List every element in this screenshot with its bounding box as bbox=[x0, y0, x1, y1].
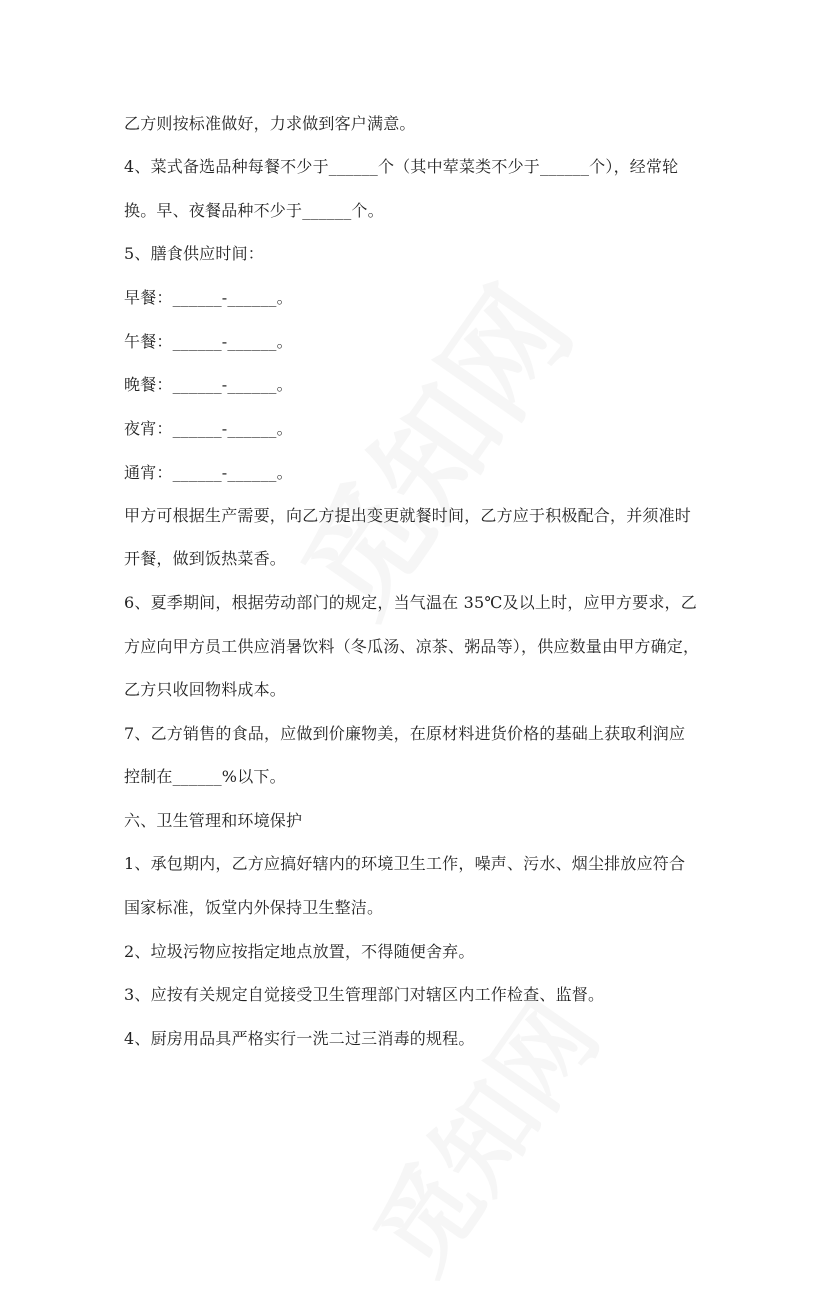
paragraph-line: 4、厨房用品具严格实行一洗二过三消毒的规程。 bbox=[124, 1029, 475, 1048]
paragraph-line: 控制在______%以下。 bbox=[124, 767, 286, 786]
paragraph-line: 4、菜式备选品种每餐不少于______个（其中荤菜类不少于______个），经常轮 bbox=[124, 157, 679, 176]
paragraph-line: 乙方则按标准做好，力求做到客户满意。 bbox=[124, 114, 416, 133]
schedule-lunch: 午餐：______-______。 bbox=[124, 332, 293, 351]
paragraph-line: 甲方可根据生产需要，向乙方提出变更就餐时间，乙方应于积极配合，并须准时 bbox=[124, 506, 692, 525]
schedule-breakfast: 早餐：______-______。 bbox=[124, 288, 293, 307]
paragraph-line: 方应向甲方员工供应消暑饮料（冬瓜汤、凉茶、粥品等），供应数量由甲方确定， bbox=[124, 637, 700, 656]
schedule-late-supper: 夜宵：______-______。 bbox=[124, 419, 293, 438]
paragraph-line: 1、承包期内，乙方应搞好辖内的环境卫生工作，噪声、污水、烟尘排放应符合 bbox=[124, 854, 686, 873]
paragraph-line: 国家标准，饭堂内外保持卫生整洁。 bbox=[124, 898, 384, 917]
paragraph-line: 开餐，做到饭热菜香。 bbox=[124, 549, 287, 568]
schedule-dinner: 晚餐：______-______。 bbox=[124, 375, 293, 394]
paragraph-line: 3、应按有关规定自觉接受卫生管理部门对辖区内工作检查、监督。 bbox=[124, 985, 605, 1004]
paragraph-line: 6、夏季期间，根据劳动部门的规定，当气温在 35℃及以上时，应甲方要求，乙 bbox=[124, 593, 697, 612]
paragraph-line: 换。早、夜餐品种不少于______个。 bbox=[124, 201, 384, 220]
paragraph-line: 2、垃圾污物应按指定地点放置，不得随便舍弃。 bbox=[124, 942, 475, 961]
section-heading: 六、卫生管理和环境保护 bbox=[124, 811, 303, 830]
schedule-overnight: 通宵：______-______。 bbox=[124, 463, 293, 482]
paragraph-line: 乙方只收回物料成本。 bbox=[124, 680, 287, 699]
watermark-bottom bbox=[335, 968, 625, 1296]
paragraph-line: 7、乙方销售的食品，应做到价廉物美，在原材料进货价格的基础上获取利润应 bbox=[124, 724, 686, 743]
section-line: 5、膳食供应时间： bbox=[124, 244, 264, 263]
